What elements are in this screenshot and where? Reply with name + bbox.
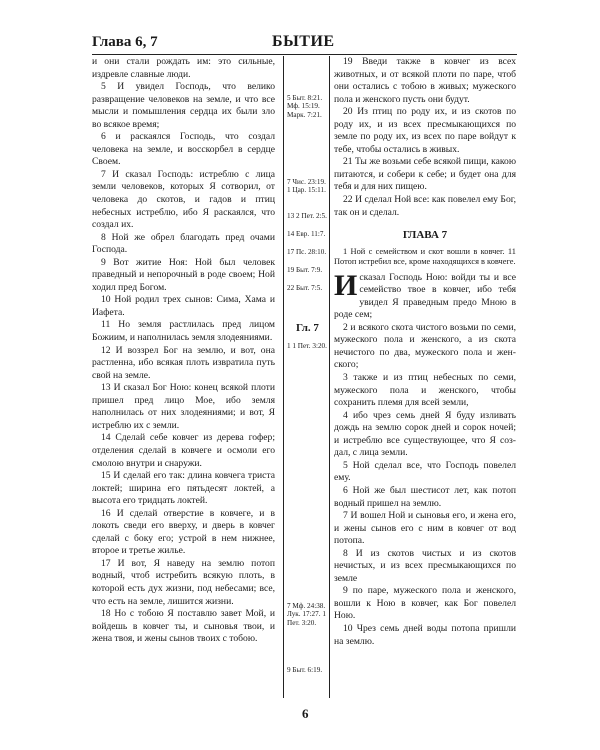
drop-cap: И xyxy=(334,268,358,302)
verse-text: 10 Чрез семь дней воды потопа пришли на землю. xyxy=(334,622,516,647)
running-head-book: БЫТИЕ xyxy=(272,33,335,50)
cross-reference-column xyxy=(287,0,329,750)
cross-reference: 17 Пс. 28:10. xyxy=(287,248,327,256)
cross-reference: 5 Быт. 8:21. Мф. 15:19. Марк. 7:21. xyxy=(287,94,323,119)
verse-text-rest: сказал Господь Ною: войди ты и все семейство твое в ковчег, ибо тебя увидел Я праведным предо Мною в роде сем; xyxy=(334,271,516,321)
verse-text: 5 И увидел Господь, что велико развращение человеков на земле, и что все мысли и помышления сердца их были зло во всякое время; xyxy=(92,81,275,130)
verse-text: 3 также и из птиц небесных по семи, мужеского пола и женского, чтобы сохранить племя для всей земли, xyxy=(334,372,516,409)
right-text-column xyxy=(334,56,516,648)
verse-text: 16 И сделай отверстие в ковчеге, и в локоть сведи его вверху, и дверь в ковчег сделай с боку его; устрой в нем нижнее, второе и третье жилье. xyxy=(92,507,275,557)
verse-text: 22 И сделал Ной все: как повелел ему Бог, так он и сделал. xyxy=(334,194,516,218)
cross-reference: 1 1 Пет. 3:20. xyxy=(287,342,327,350)
cross-reference: 9 Быт. 6:19. xyxy=(287,666,323,674)
page-number: 6 xyxy=(302,706,309,721)
verse-text xyxy=(334,268,516,322)
verse-text: 7 И вошел Ной и сыновья его, и жена его, и жены сынов его с ним в ковчег от вод потопа. xyxy=(334,510,516,547)
cross-reference: 7 Чис. 23:19. 1 Цар. 15:11. xyxy=(287,178,326,195)
verse-text: 6 и раскаялся Господь, что создал человека на земле, и восскорбел в сердце Своем. xyxy=(92,131,275,168)
verse-text: 21 Ты же возьми себе всякой пищи, какою питаются, и собери к себе; и будет она для тебя и для них пищею. xyxy=(334,156,516,193)
column-divider-left xyxy=(283,56,284,698)
chapter-marker: Гл. 7 xyxy=(296,322,319,334)
verse-text: 15 И сделай его так: длина ковчега триста локтей; ширина его пятьдесят локтей, а высота его тридцать локтей. xyxy=(92,470,275,507)
verse-text: 18 Но с тобою Я поставлю завет Мой, и войдешь в ковчег ты, и сыновья твои, и жена твоя, и жены сынов твоих с тобою. xyxy=(92,608,275,645)
verse-text: 8 Ной же обрел благодать пред очами Господа. xyxy=(92,231,275,256)
cross-reference: 14 Евр. 11:7. xyxy=(287,230,326,238)
verse-text: 6 Ной же был шестисот лет, как потоп водный пришел на землю. xyxy=(334,484,516,509)
verse-text: и они стали рождать им: это сильные, издревле славные люди. xyxy=(92,56,275,80)
verse-text: 11 Но земля растлилась пред лицом Божиим, и наполнилась земля злодеяниями. xyxy=(92,319,275,344)
cross-reference: 22 Быт. 7:5. xyxy=(287,284,323,292)
verse-text: 9 по паре, мужеского пола и женского, вошли к Ною в ковчег, как Бог повелел Ною. xyxy=(334,585,516,622)
verse-text: 14 Сделай себе ковчег из дерева гофер; отделения сделай в ковчеге и осмоли его смолою внутри и снаружи. xyxy=(92,432,275,469)
verse-text: 5 Ной сделал все, что Господь повелел ему. xyxy=(334,459,516,484)
chapter-summary: 1 Ной с семейством и скот вошли в ковчег. 11 Потоп истребил все, кроме находящихся в ковчеге. xyxy=(334,246,516,266)
cross-reference: 7 Мф. 24:38. Лук. 17:27. 1 Пет. 3:20. xyxy=(287,602,326,627)
verse-text: 17 И вот, Я наведу на землю потоп водный, чтоб истребить всякую плоть, в которой есть дух жизни, под небесами; все, что есть на земле, лишится жизни. xyxy=(92,557,275,607)
verse-text: 10 Ной родил трех сынов: Сима, Хама и Иафета. xyxy=(92,294,275,318)
column-divider-right xyxy=(329,56,330,698)
verse-text: 19 Введи также в ковчег из всех животных, и от всякой плоти по паре, чтоб они остались с тобою в живых; мужеского пола и женского пусть они будут. xyxy=(334,56,516,105)
verse-text: 2 и всякого скота чистого возьми по семи, мужеского пола и женского, а из скота нечистого по два, мужеского пола и женского; xyxy=(334,321,516,371)
verse-text: 12 И воззрел Бог на землю, и вот, она растленна, ибо всякая плоть извратила путь свой на земле. xyxy=(92,344,275,381)
running-head-chapter: Глава 6, 7 xyxy=(92,34,158,50)
verse-text: 20 Из птиц по роду их, и из скотов по роду их, и из всех пресмыкающихся по земле по роду их, из всех по паре войдут к тебе, чтобы остались в живых. xyxy=(334,106,516,155)
cross-reference: 19 Быт. 7:9. xyxy=(287,266,323,274)
left-text-column xyxy=(92,56,275,646)
verse-text: 7 И сказал Господь: истреблю с лица земли человеков, которых Я сотворил, от человека до скотов, и гадов и птиц небесных истреблю, ибо Я раскаялся, что создал их. xyxy=(92,168,275,231)
verse-text: 4 ибо чрез семь дней Я буду изливать дождь на землю сорок дней и сорок ночей; и истреблю все существующее, что Я создал, с лица земли. xyxy=(334,409,516,459)
verse-text: 13 И сказал Бог Ною: конец всякой плоти пришел пред лицо Мое, ибо земля наполнилась от них злодеяниями; и вот, Я истреблю их с земли. xyxy=(92,382,275,431)
cross-reference: 13 2 Пет. 2:5. xyxy=(287,212,327,220)
verse-text: 9 Вот житие Ноя: Ной был человек праведный и непорочный в роде своем; Ной ходил пред Богом. xyxy=(92,256,275,293)
verse-text: 8 И из скотов чистых и из скотов нечистых, и из всех пресмыкающихся по земле xyxy=(334,547,516,584)
chapter-heading: ГЛАВА 7 xyxy=(402,229,448,242)
